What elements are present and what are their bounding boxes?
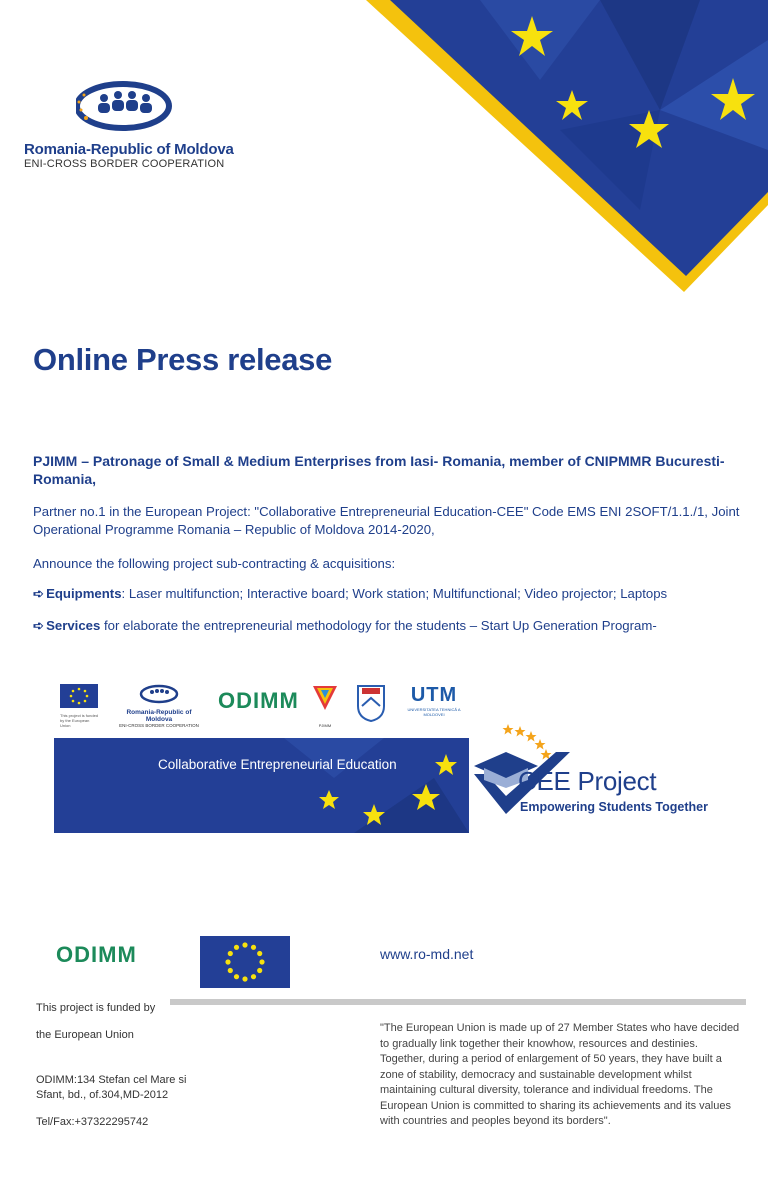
ro-md-text: Romania-Republic of Moldova [126, 709, 192, 723]
university-crest-logo [356, 684, 386, 727]
footer-odimm-logo: ODIMM [56, 942, 137, 967]
org-subtitle: ENI-CROSS BORDER COOPERATION [24, 158, 225, 170]
pjimm-logo [312, 684, 338, 728]
equipments-line [33, 585, 745, 603]
arrow-right-icon: ➪ [33, 586, 45, 601]
address-line-2: Sfant, bd., of.304,MD-2012 [36, 1089, 169, 1101]
university-crest-icon [356, 684, 386, 722]
website-link[interactable]: www.ro-md.net [380, 946, 474, 962]
announce-line: Announce the following project sub-contracting & acquisitions: [33, 556, 396, 571]
funded-line-1: This project is funded by [36, 1002, 156, 1014]
ro-md-subtext: ENI-CROSS BORDER COOPERATION [119, 723, 199, 728]
utm-logo [404, 684, 464, 717]
phone-line: Tel/Fax:+37322295742 [36, 1116, 149, 1128]
arrow-right-icon: ➪ [33, 618, 45, 633]
pjimm-text: PJIMM [318, 723, 332, 728]
page-title: Online Press release [33, 342, 333, 377]
equipments-text: : Laser multifunction; Interactive board; Work station; Multifunctional; Video projector; Laptops [121, 586, 668, 601]
eu-funded-logo [60, 684, 100, 728]
cee-banner [54, 738, 469, 833]
equipments-label: Equipments [46, 586, 122, 601]
footer-divider [170, 999, 746, 1005]
banner-caption: Collaborative Entrepreneurial Education [158, 757, 397, 772]
cee-project-name: CEE Project [518, 766, 657, 796]
utm-text: UTM [410, 684, 458, 706]
people-logo-icon [139, 684, 179, 704]
services-label: Services [46, 618, 101, 633]
utm-caption: UNIVERSITATEA TEHNICĂ A MOLDOVEI [407, 707, 461, 717]
funded-line-2: the European Union [36, 1029, 134, 1041]
pjimm-shield-icon [312, 684, 338, 718]
eu-flag-icon [200, 936, 290, 988]
program-logo [24, 78, 244, 170]
services-text: for elaborate the entrepreneurial methodology for the students – Start Up Generation Program- [100, 618, 657, 633]
banner-decoration [54, 738, 469, 833]
address-line-1: ODIMM:134 Stefan cel Mare si [36, 1074, 187, 1086]
org-name: Romania-Republic of Moldova [24, 141, 234, 158]
cee-project-tagline: Empowering Students Together [520, 800, 708, 814]
partner-logos [60, 684, 480, 728]
intro-heading: PJIMM – Patronage of Small & Medium Enterprises from Iasi- Romania, member of CNIPMMR Bucuresti- Romania, [33, 453, 725, 487]
eu-funded-caption: This project is funded by the European Union [60, 713, 99, 728]
odimm-logo: ODIMM [218, 688, 299, 713]
people-logo-icon [76, 78, 176, 132]
partner-line: Partner no.1 in the European Project: "Collaborative Entrepreneurial Education-CEE" Code EMS ENI 2SOFT/1.1./1, Joint Operational Programme Romania – Republic of Moldova 2014-2020, [33, 504, 740, 537]
ro-md-logo [114, 684, 204, 728]
eu-quote: "The European Union is made up of 27 Member States who have decided to gradually link together their knowhow, resources and destinies. Together, during a period of enlargement of 50 years, they have built a zone of stability, democracy and sustainable development whilst maintaining cultural diversity, tolerance and individual freedoms. The European Union is committed to sharing its achievements and its values with countries and peoples beyond its borders". [380, 1022, 740, 1127]
eu-flag-icon [60, 684, 98, 708]
eu-corner-decoration [360, 0, 768, 300]
cee-project-logo [470, 722, 730, 822]
services-line [33, 617, 745, 635]
